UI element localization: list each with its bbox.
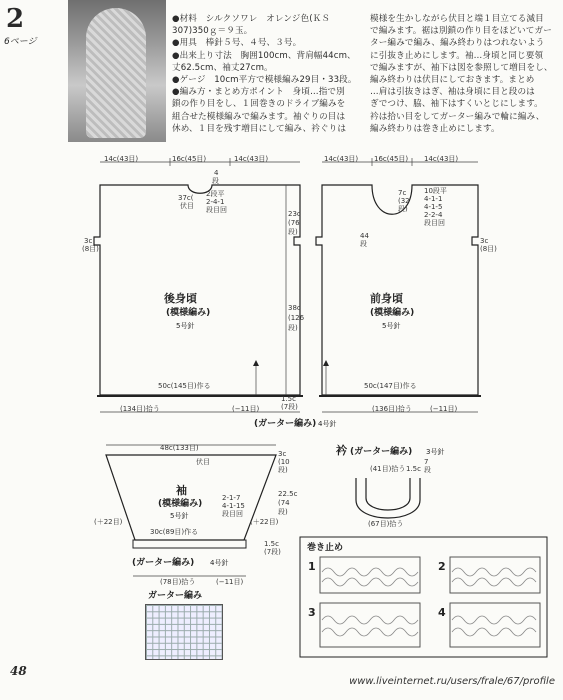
front-neck-depth-rows: (32 xyxy=(398,197,410,205)
back-neck-dec-2: 2-4-1 xyxy=(206,198,225,206)
garter-chart-title: ガーター編み xyxy=(148,591,203,601)
sleeve-bottom-inner: 30c(89目)作る xyxy=(150,528,199,536)
instruction-line: 組合せた模様編みで編みます。袖ぐりの目は xyxy=(172,111,346,122)
garter-stitch-chart xyxy=(145,604,223,660)
sleeve-top-rows: (10 xyxy=(278,458,290,466)
back-body-diagram xyxy=(82,155,305,413)
back-neck-rows-unit: 段 xyxy=(212,177,219,185)
sleeve-needle: 5号針 xyxy=(170,512,189,520)
back-neck-rows: 4 xyxy=(214,169,219,177)
back-neck-dec-3: 段目回 xyxy=(206,206,227,214)
collar-rows-unit: 段 xyxy=(424,466,431,474)
front-neck-left-rows: 44 xyxy=(360,232,369,240)
front-neck-dec-2: 4-1-1 xyxy=(424,195,443,203)
sleeve-inc-3: 段目回 xyxy=(222,510,243,518)
back-needle: 5号針 xyxy=(176,322,195,330)
instruction-line: 模様を生かしながら伏目と端１目立てる減目 xyxy=(370,14,544,24)
front-hem-width: 50c(147目)作る xyxy=(364,382,417,390)
front-top-dim-right: 14c(43目) xyxy=(424,155,459,163)
sleeve-side-inc-right: (＋22目) xyxy=(250,518,279,526)
bind-off-box xyxy=(300,537,547,657)
sleeve-top-cast: 伏目 xyxy=(196,458,210,466)
sleeve-diagram xyxy=(94,444,298,586)
instruction-line: で編みます。裾は別鎖の作り目をほどいてガー xyxy=(370,26,552,37)
bind-off-step-4: 4 xyxy=(438,606,446,619)
page-number: 48 xyxy=(10,664,27,678)
sleeve-hem-height: 1.5c xyxy=(264,540,279,548)
bind-off-title: 巻き止め xyxy=(307,543,344,553)
front-pattern: (模様編み) xyxy=(370,308,415,318)
instruction-line: に引抜き止めにします。袖…身頃と同じ要領 xyxy=(370,50,544,61)
front-neck-dec-5: 段目回 xyxy=(424,219,445,227)
instruction-line: 編み終わりは巻き止めにします。 xyxy=(370,123,500,134)
back-neck-cast: 37c( xyxy=(178,194,194,202)
instruction-line: 編み終わりは伏目にしておきます。まとめ xyxy=(370,75,535,86)
collar-needle: 3号針 xyxy=(426,448,445,456)
back-top-dim-right: 14c(43目) xyxy=(234,155,269,163)
instruction-line: 307)350ｇ＝９玉。 xyxy=(172,26,253,37)
pattern-number: 2 xyxy=(6,4,25,34)
front-neck-dec-1: 10段平 xyxy=(424,187,447,195)
sleeve-height: 22.5c xyxy=(278,490,298,498)
sleeve-bottom-dec: (−11目) xyxy=(216,578,244,586)
sleeve-hem-rows: (7段) xyxy=(264,548,281,556)
back-upper-rows: (76 xyxy=(288,219,300,227)
bind-off-step-2: 2 xyxy=(438,560,446,573)
front-neck-dec-3: 4-1-5 xyxy=(424,203,443,211)
sleeve-side-inc-left: (＋22目) xyxy=(94,518,123,526)
instruction-line: ●材料 シルクソワレ オレンジ色(ＫＳ xyxy=(172,14,331,24)
instruction-line: で編みますが、袖下は図を参照して増目をし、 xyxy=(370,62,553,73)
instruction-line: ●用具 棒針５号、４号、３号。 xyxy=(172,38,302,49)
instruction-line: 休め、１目を残す増目にして編み、衿ぐりは xyxy=(172,123,347,134)
needle-4-label: 4号針 xyxy=(318,420,337,428)
back-body-height: 38c xyxy=(288,304,301,312)
source-url: www.liveinternet.ru/users/frale/67/profile xyxy=(349,676,555,687)
front-neck-dec-4: 2-2-4 xyxy=(424,211,443,219)
sleeve-rows: (74 xyxy=(278,499,290,507)
sleeve-inc-2: 4-1-15 xyxy=(222,502,245,510)
back-side-stitches: (8目) xyxy=(82,245,99,253)
collar-height: 1.5c xyxy=(406,465,421,473)
back-upper-height: 23c xyxy=(288,210,301,218)
collar-title: 衿 xyxy=(336,444,347,457)
instruction-line: ●ゲージ 10cm平方で模様編み29目・33段。 xyxy=(172,75,357,86)
back-bottom-dec: (−11目) xyxy=(232,405,260,413)
front-top-dim-center: 16c(45目) xyxy=(374,155,409,163)
sleeve-top-width: 48c(133目) xyxy=(160,444,199,452)
sleeve-rows-unit: 段) xyxy=(278,508,288,516)
collar-bottom-count: (67目)拾う xyxy=(368,520,404,528)
back-top-dim-left: 14c(43目) xyxy=(104,155,139,163)
garter-label: (ガーター編み) xyxy=(254,419,317,429)
front-neck-depth-unit: 段) xyxy=(398,205,408,213)
sleeve-title: 袖 xyxy=(176,484,187,497)
sleeve-top-height: 3c xyxy=(278,450,287,458)
page-reference: 6ページ xyxy=(4,37,37,47)
instruction-line: 鎖の作り目をし、１回巻きのドライブ編みを xyxy=(172,99,346,110)
front-bottom-dec: (−11目) xyxy=(430,405,458,413)
sleeve-needle-hem: 4号針 xyxy=(210,559,229,567)
back-hem-rows: (7段) xyxy=(281,403,298,411)
front-needle: 5号針 xyxy=(382,322,401,330)
front-title: 前身頃 xyxy=(370,292,403,305)
back-body-rows-unit: 段) xyxy=(288,324,298,332)
back-pattern: (模様編み) xyxy=(166,308,211,318)
sleeve-top-rows-unit: 段) xyxy=(278,466,288,474)
back-side-dim: 3c xyxy=(84,237,93,245)
back-hem-height: 1.5c xyxy=(281,395,296,403)
instruction-line: ぎでつけ、脇、袖下はすくいとじにします。 xyxy=(370,99,543,110)
instruction-line: ター編みで編み、編み終わりはつれないよう xyxy=(370,38,545,49)
back-title: 後身頃 xyxy=(164,292,197,305)
instruction-line: ●編み方・まとめ方ポイント 身頃…指で別 xyxy=(172,87,345,98)
instruction-line: …肩は引抜きはぎ、袖は身頃に目と段のは xyxy=(370,87,535,98)
sleeve-garter: (ガーター編み) xyxy=(132,558,195,568)
back-top-dim-center: 16c(45目) xyxy=(172,155,207,163)
front-top-dim-left: 14c(43目) xyxy=(324,155,359,163)
sleeve-pattern: (模様編み) xyxy=(158,499,203,509)
bind-off-step-3: 3 xyxy=(308,606,316,619)
sleeve-inc-1: 2-1-7 xyxy=(222,494,241,502)
instruction-line: 衿は拾い目をしてガーター編みで輪に編み、 xyxy=(370,111,545,122)
back-hem-width: 50c(145目)作る xyxy=(158,382,211,390)
bind-off-step-1: 1 xyxy=(308,560,316,573)
collar-diagram xyxy=(335,443,444,528)
back-neck-dec-1: 2段平 xyxy=(206,190,225,198)
front-body-diagram xyxy=(316,155,497,413)
instruction-line: 丈62.5cm、袖丈27cm。 xyxy=(172,62,273,73)
collar-top-count: (41目)拾う xyxy=(370,465,406,473)
front-neck-depth: 7c xyxy=(398,189,407,197)
back-upper-rows-unit: 段) xyxy=(288,228,298,236)
front-neck-left-unit: 段 xyxy=(360,240,367,248)
back-neck-bind: 伏目 xyxy=(180,202,194,210)
front-side-dim: 3c xyxy=(480,237,489,245)
back-bottom-count: (134目)拾う xyxy=(120,405,160,413)
collar-rows: 7 xyxy=(424,458,429,466)
front-bottom-count: (136目)拾う xyxy=(372,405,412,413)
front-side-stitches: (8目) xyxy=(480,245,497,253)
back-body-rows: (126 xyxy=(288,314,305,322)
instruction-line: ●出来上り寸法 胸囲100cm、背肩幅44cm、 xyxy=(172,50,356,61)
sleeve-bottom-count: (78目)拾う xyxy=(160,578,196,586)
collar-pattern: (ガーター編み) xyxy=(350,447,413,457)
